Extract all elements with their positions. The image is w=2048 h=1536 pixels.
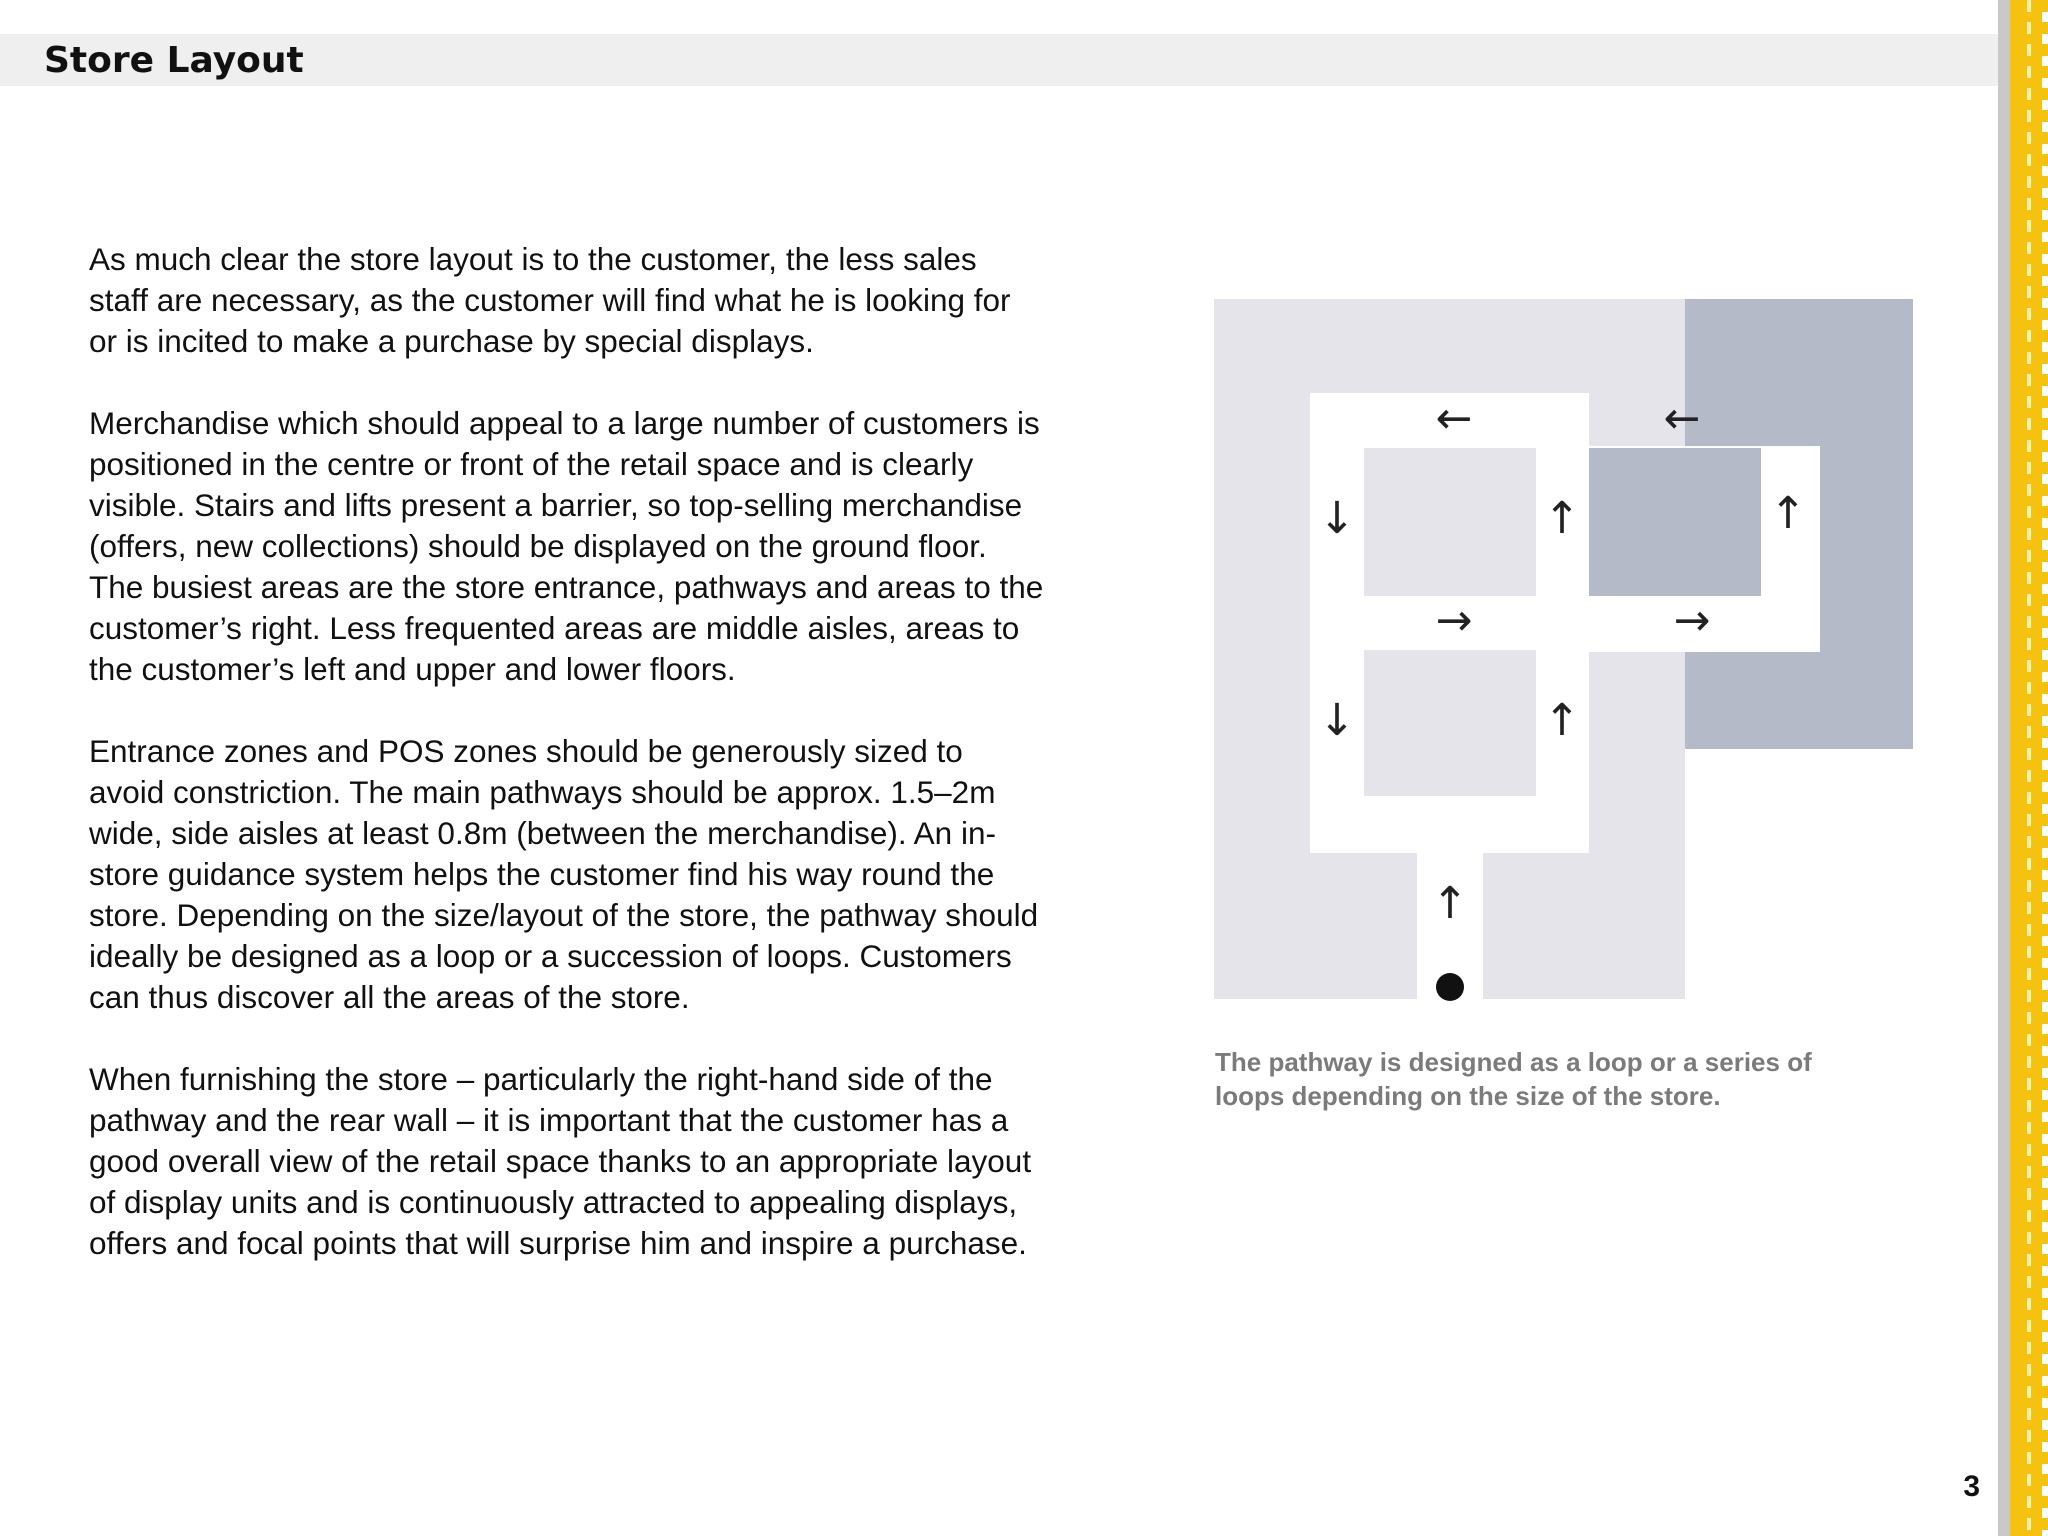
arrow-left-icon: ← [1435,393,1473,444]
entrance-dot-icon [1436,973,1464,1001]
arrow-left-icon: ← [1663,393,1701,444]
body-text [89,239,1149,1305]
shelf-unit-upper-left [1364,448,1536,596]
arrow-down-icon: ↓ [1318,493,1356,544]
arrow-down-icon: ↓ [1318,695,1356,746]
paragraph-entrance-pathways: Entrance zones and POS zones should be generously sized to avoid constriction. The main pathways should be approx. 1.5–2m wide, side aisles at least 0.8m (between the merchandise). An in- store guidance system helps the customer find his way round the store. Depending on the size/layout of the store, the pathway should ideally be designed as a loop or a succession of loops. Customers can thus discover all the areas of the store. [89,733,1039,1015]
arrow-up-icon: ↑ [1543,695,1581,746]
arrow-up-icon: ↑ [1769,488,1807,539]
paragraph-merchandise-placement: Merchandise which should appeal to a large number of customers is positioned in the centre or front of the retail space and is clearly visible. Stairs and lifts present a barrier, so top-selling merchandise (offers, new collections) should be displayed on the ground floor. The busiest areas are the store entrance, pathways and areas to the customer’s right. Less frequented areas are middle aisles, areas to the customer’s left and upper and lower floors. [89,405,1044,687]
arrow-up-icon: ↑ [1543,493,1581,544]
arrow-up-icon: ↑ [1431,878,1469,929]
side-decoration-strip [1998,0,2048,1536]
paragraph-store-clarity: As much clear the store layout is to the customer, the less sales staff are necessary, as the customer will find what he is looking for or is incited to make a purchase by special displays. [89,241,1011,359]
diagram-caption: The pathway is designed as a loop or a series of loops depending on the size of the store. [1215,1047,1812,1111]
shelf-unit-lower-left [1364,650,1536,796]
store-loop-diagram [1206,292,1936,1012]
page-title: Store Layout [44,40,304,81]
arrow-right-icon: → [1673,595,1711,646]
page-number: 3 [1963,1470,1980,1503]
shelf-unit-upper-right [1589,448,1761,596]
arrow-right-icon: → [1435,595,1473,646]
paragraph-furnishing: When furnishing the store – particularly the right-hand side of the pathway and the rear wall – it is important that the customer has a good overall view of the retail space thanks to an appropriate layout of display units and is continuously attracted to appealing displays, offers and focal points that will surprise him and inspire a purchase. [89,1061,1032,1261]
